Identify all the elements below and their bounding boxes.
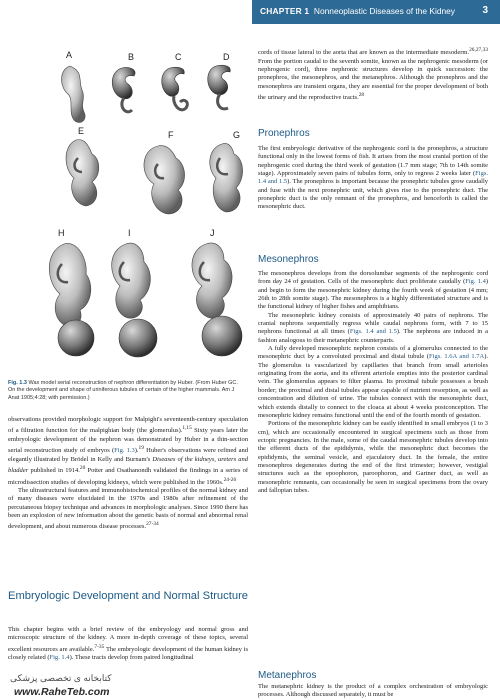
paragraph-mesonephros-3: A fully developed mesonephric nephron consists of a glomerulus connected to the mesonephric duct by a convoluted proximal and distal tubule (Figs. 1.6A and 1.7A). The glomerulus is vascularized by capillaries that branch from small arterioles originating from the aorta, and its efferent arteriole empties into the posterior cardinal vein. The glomerulus appears to filter plasma. Its proximal tubule possesses a brush border; the proximal and distal tubules appear capable of nutrient resorption, as well as concentration and dilution of urine. The tubules connect with the mesonephric duct, which extends distally to connect to the cloaca at about 4 weeks postconception. The mesonephric kidney remains functional until the end of the fourth month of gestation. — [258, 345, 488, 419]
panel-letter-c: C — [175, 52, 182, 62]
paragraph-mesonephros-1: The mesonephros develops from the dorsolumbar segments of the nephrogenic cord from day 24 of gestation. Cells of the mesonephric duct proliferate caudally (Fig. 1.4) and begin to form the mesonephric kidney during the fourth week of gestation (4 mm; 26th to 28th somite stage). The mesonephros is a highly differentiated structure and is the functional kidney of higher fishes and amphibians. — [258, 270, 488, 311]
page-number: 3 — [482, 5, 488, 16]
watermark — [8, 668, 153, 698]
model-d — [208, 65, 231, 109]
paragraph-ultrastructural: The ultrastructural features and immunohistochemical profiles of the normal kidney and of many diseases were elucidated in the 1970s and 1980s after refinement of the percutaneous biopsy technique and advances in morphologic analyses. Since 1990 there has been an explosion of new information about the genetic basis of normal and abnormal renal development, and about numerous disease processes.$^{27-34}$ — [8, 487, 248, 531]
caption-text: Wax model serial reconstruction of nephron differentiation by Huber. (From Huber GC. On the development and shape of uriniferous tubules of certain of the higher mammals. Am J Anat 1905;4:28; with permission.) — [8, 380, 238, 401]
panel-letter-h: H — [58, 228, 65, 238]
figure-link[interactable]: Fig. 1.4 — [465, 278, 486, 286]
pronephros-text — [258, 145, 488, 212]
left-column-text — [8, 416, 248, 532]
figure-wax-models — [8, 8, 248, 376]
watermark-text: کتابخانه ی تخصصی پزشکی — [10, 673, 112, 683]
model-f — [144, 146, 185, 214]
section-heading-metanephros: Metanephros — [258, 670, 317, 681]
figure-link[interactable]: Figs. 1.4 and 1.5 — [349, 328, 397, 336]
figure-link[interactable]: Figs. 1.4 and 1.5 — [258, 170, 488, 186]
paragraph-observations: observations provided morphologic support for Malpighi's seventeenth-century speculation of a filtration function for the malpighian body (the glomerulus).$^{1,15}$ Sixty years later the embryologic development of the nephron was demonstrated by Huber in a thin-section serial reconstruction study of embryos (Fig. 1.3).$^{19}$ Huber's observations were refined and elegantly illustrated by Brödel in Kelly and Burnam's Diseases of the kidneys, ureters and bladder published in 1914.20 Potter and Osathanondh validated the findings in a series of microdissection studies of developing kidneys, which were published in the 1960s.$^{24-26}$ — [8, 416, 249, 486]
model-j — [192, 243, 242, 356]
chapter-heading — [260, 6, 455, 16]
model-c — [162, 67, 188, 110]
figure-caption — [8, 380, 246, 402]
wax-model-illustration — [8, 8, 248, 376]
paragraph-mesonephros-4: Portions of the mesonephric kidney can be easily identified in small embryos (1 to 3 cm), which are occasionally encountered in surgical specimens such as those from ectopic pregnancies. In the male, some of the caudal mesonephric tubules develop into the efferent ducts of the epididymis, while the mesonephric duct becomes the epididymis, the seminal vesicle, and ejaculatory duct. In the female, the entire mesonephros degenerates during the end of the first trimester; however, vestigial structures such as the epoophoron, paroophoron, and Gartner duct, as well as mesonephric remnants, can occasionally be seen in surgical specimens from the ovary and fallopian tubes. — [258, 420, 488, 494]
model-b — [112, 67, 135, 111]
figure-link[interactable]: Figs. 1.6A and 1.7A — [429, 353, 485, 361]
panel-letter-j: J — [210, 228, 215, 238]
section-heading-pronephros: Pronephros — [258, 128, 310, 139]
paragraph-intermediate-mesoderm: cords of tissue lateral to the aorta that are known as the intermediate mesoderm.$^{26,27,33}$ From the portion caudal to the seventh somite, known as the nephrogenic mesoderm (or nephrogenic cord), three nephronic structures develop in quick succession: the pronephros, the mesonephros, and the metanephros. Although the pronephros and the mesonephros are transient organs, they are essential for the proper development of both the urinary and the reproductive tracts.$^{28}$ — [258, 47, 488, 102]
paragraph-pronephros: The first embryologic derivative of the nephrogenic cord is the pronephros, a structure functional only in the lowest forms of fish. It arises from the most cranial portion of the nephrogenic cord during the third week of gestation (1.7 mm stage; 7th to 14th somite stage). Approximately seven pairs of tubules form, only to regress 2 weeks later (Figs. 1.4 and 1.5). The pronephros is important because the pronephric tubules grow caudally and fuse with the next pronephric unit, which gives rise to the pronephric duct. The pronephric duct is the only remnant of the pronephros, and henceforth is called the mesonephric duct. — [258, 145, 488, 211]
watermark-url: www.RaheTeb.com — [14, 686, 110, 698]
model-i — [112, 243, 157, 357]
panel-letter-a: A — [66, 50, 73, 60]
caption-label: Fig. 1.3 — [8, 380, 27, 386]
paragraph-mesonephros-2: The mesonephric kidney consists of approximately 40 pairs of nephrons. The cranial nephrons sequentially regress while caudal nephrons form, with 7 to 15 nephrons functional at all times (Figs. 1.4 and 1.5). The nephrons are induced in a fashion analogous to their metanephric counterparts. — [258, 311, 488, 344]
mesonephros-text — [258, 270, 488, 495]
paragraph-chapter-intro: This chapter begins with a brief review of the embryology and normal gross and microscopic structure of the kidney. A more in-depth coverage of these topics, several excellent resources are available.$^{7-35}$ The embryologic development of the human kidney is closely related (Fig. 1.4). These tracts develop from paired longitudinal — [8, 626, 248, 662]
panel-letter-f: F — [168, 130, 174, 140]
metanephros-text — [258, 683, 488, 700]
model-h — [49, 243, 94, 356]
figure-link[interactable]: Fig. 1.3 — [114, 447, 135, 455]
panel-letter-d: D — [223, 52, 230, 62]
panel-letter-g: G — [233, 130, 241, 140]
model-e — [66, 140, 99, 206]
figure-link[interactable]: Fig. 1.4 — [49, 654, 70, 662]
model-a — [62, 66, 86, 122]
section-heading-embryologic: Embryologic Development and Normal Structure — [8, 590, 249, 602]
chapter-label: CHAPTER 1 — [260, 6, 310, 16]
panel-letter-b: B — [128, 52, 135, 62]
chapter-title: Nonneoplastic Diseases of the Kidney — [313, 6, 455, 16]
paragraph-metanephros: The metanephric kidney is the product of a complex orchestration of embryologic processes. Although discussed separately, it must be — [258, 683, 488, 699]
model-g — [210, 143, 243, 212]
left-column-intro — [8, 626, 248, 663]
panel-letter-e: E — [78, 126, 85, 136]
running-header — [252, 0, 500, 24]
panel-letter-i: I — [128, 228, 131, 238]
right-column-top — [258, 46, 488, 102]
section-heading-mesonephros: Mesonephros — [258, 254, 319, 265]
